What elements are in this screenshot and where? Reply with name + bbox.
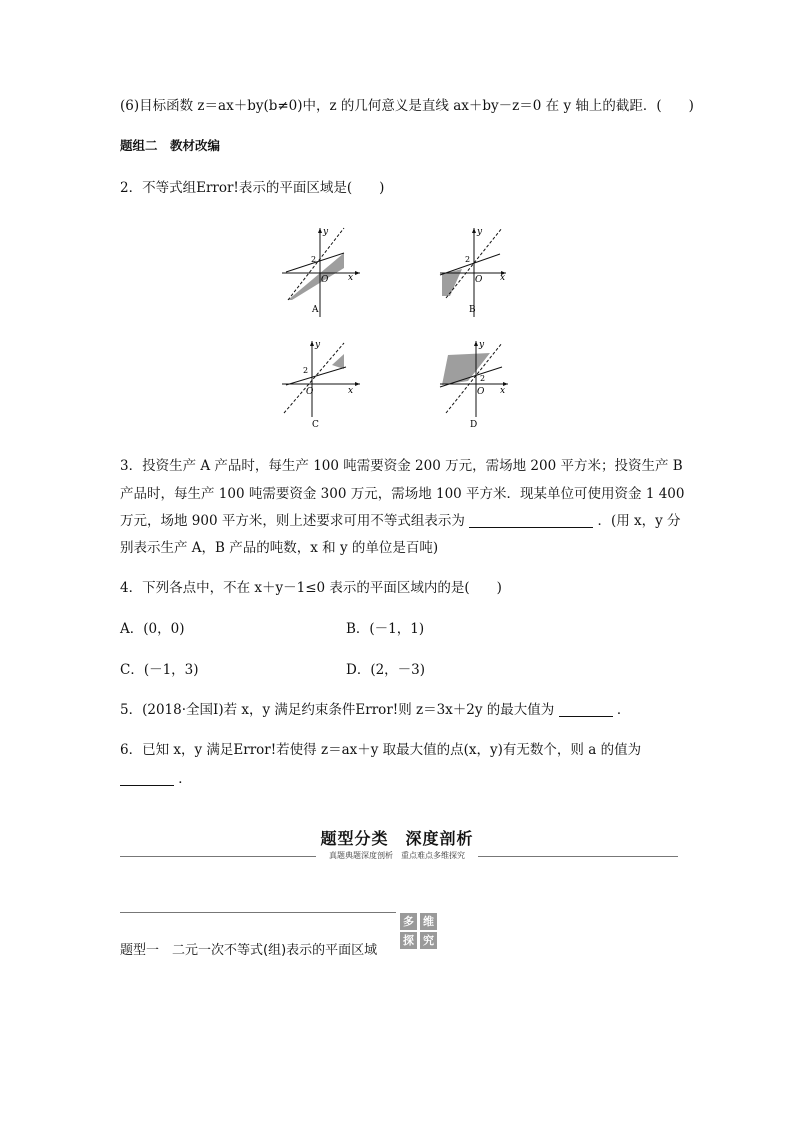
option-d: D．(2，－3) xyxy=(346,662,426,678)
badge-char: 究 xyxy=(420,932,437,949)
x-axis-label: x xyxy=(348,273,354,283)
option-c: C．(－1，3) xyxy=(120,662,199,678)
answer-blank[interactable] xyxy=(469,513,593,528)
question-5 xyxy=(120,700,630,720)
option-graph-a xyxy=(278,222,368,322)
tick-label: 2 xyxy=(480,374,486,383)
y-axis-label: y xyxy=(479,340,485,350)
section-subtitle: 真题典题深度剖析 重点难点多维探究 xyxy=(329,851,465,860)
question-3-text: 万元，场地 900 平方米，则上述要求可用不等式组表示为 xyxy=(120,513,465,529)
option-label-d: D xyxy=(470,420,478,430)
badge-char: 多 xyxy=(400,913,417,930)
x-axis-label: x xyxy=(348,386,354,396)
origin-label: O xyxy=(321,275,329,285)
origin-label: O xyxy=(475,275,483,285)
option-label-c: C xyxy=(312,420,319,430)
question-3-line4: 别表示生产 A，B 产品的吨数，x 和 y 的单位是百吨) xyxy=(120,540,439,556)
question-2: 2．不等式组Error!表示的平面区域是( ) xyxy=(120,180,385,196)
badge-char: 探 xyxy=(400,932,417,949)
origin-label: O xyxy=(306,387,314,397)
question-5-text: 5．(2018·全国Ⅰ)若 x，y 满足约束条件Error!则 z＝3x＋2y 的最大值为 xyxy=(120,702,555,718)
option-graph-b xyxy=(436,222,526,322)
y-axis-label: y xyxy=(477,227,483,237)
y-axis-label: y xyxy=(323,227,329,237)
badge-char: 维 xyxy=(420,913,437,930)
option-graph-d xyxy=(436,337,526,437)
question-3-line1: 3．投资生产 A 产品时，每生产 100 吨需要资金 200 万元，需场地 200 平方米；投资生产 B xyxy=(120,458,683,474)
question-6-line2 xyxy=(120,769,192,789)
option-label-b: B xyxy=(469,305,476,315)
origin-label: O xyxy=(477,387,485,397)
option-label-a: A xyxy=(312,305,319,315)
x-axis-label: x xyxy=(500,386,506,396)
x-axis-label: x xyxy=(500,273,506,283)
question-6-line1: 6．已知 x，y 满足Error!若使得 z＝ax＋y 取最大值的点(x，y)有无数个，则 a 的值为 xyxy=(120,742,642,758)
judge-item-6: (6)目标函数 z＝ax＋by(b≠0)中，z 的几何意义是直线 ax＋by－z＝0 在 y 轴上的截距．( ) xyxy=(120,98,694,114)
option-b: B．(－1，1) xyxy=(346,621,425,637)
topic-rule xyxy=(120,912,396,913)
question-3-line2: 产品时，每生产 100 吨需要资金 300 万元，需场地 100 平方米．现某单位可使用资金 1 400 xyxy=(120,486,685,502)
question-6-end: ． xyxy=(178,771,192,787)
answer-blank[interactable] xyxy=(559,702,613,717)
tick-label: 2 xyxy=(465,255,471,264)
tick-label: 2 xyxy=(303,366,309,375)
question-4: 4．下列各点中，不在 x＋y－1≤0 表示的平面区域内的是( ) xyxy=(120,580,502,596)
section-title: 题型分类 深度剖析 xyxy=(320,829,474,848)
question-3-note: ．(用 x，y 分 xyxy=(597,513,681,529)
tick-label: 2 xyxy=(311,255,317,264)
option-graph-c xyxy=(278,337,368,437)
answer-blank[interactable] xyxy=(120,771,174,786)
question-5-end: ． xyxy=(616,702,631,718)
topic-title: 题型一 二元一次不等式(组)表示的平面区域 xyxy=(120,943,378,958)
group-title: 题组二 教材改编 xyxy=(120,138,221,153)
question-3-line3 xyxy=(120,511,681,531)
option-a: A．(0，0) xyxy=(120,621,185,637)
y-axis-label: y xyxy=(315,340,321,350)
